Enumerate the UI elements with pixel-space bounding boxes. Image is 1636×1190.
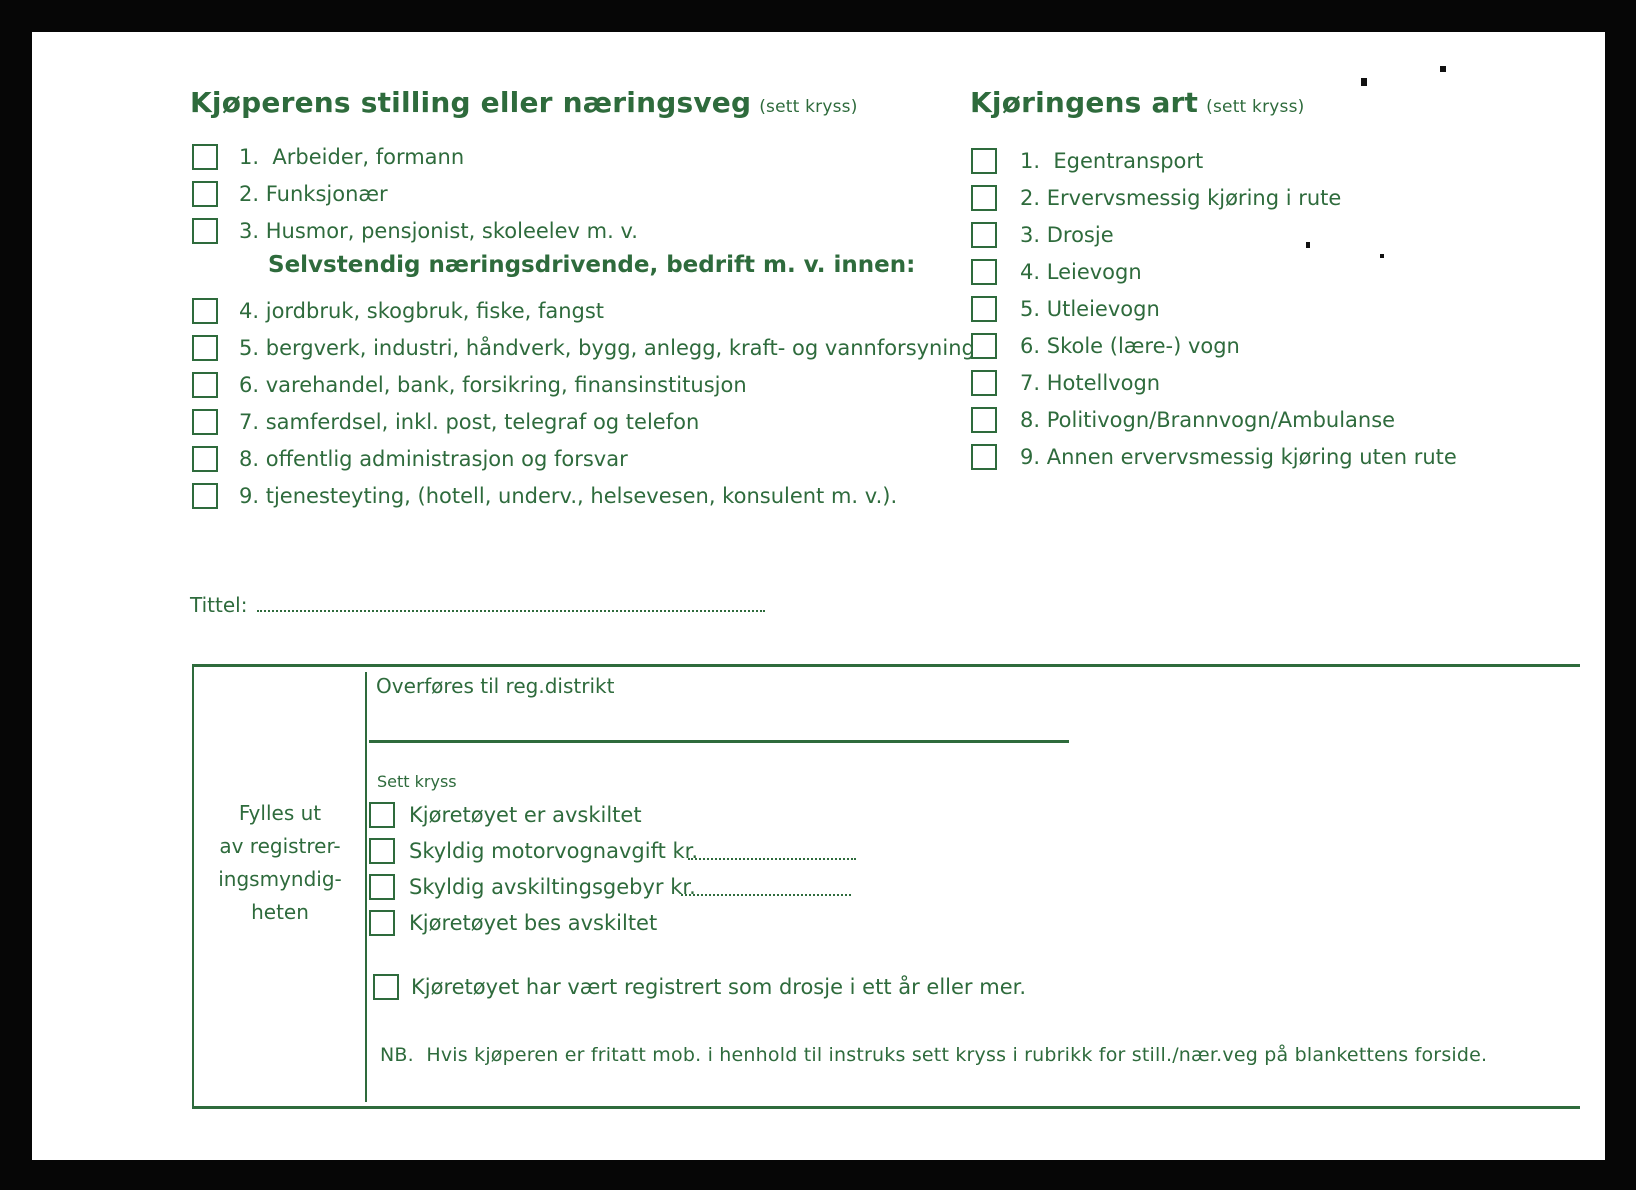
checkbox-request-deregistration[interactable] (369, 910, 395, 936)
side-label-line-3: ingsmyndig- (218, 867, 342, 891)
driving-item-4-num: 4. (1020, 260, 1041, 284)
checkbox-driving-7[interactable] (971, 370, 997, 396)
checkbox-occupation-2[interactable] (192, 181, 218, 207)
box-top-rule (192, 664, 1580, 667)
occupation-item-3 (239, 219, 638, 243)
driving-item-3 (1020, 223, 1114, 247)
driving-item-8-label: Politivogn/Brannvogn/Ambulanse (1046, 408, 1396, 432)
vehicle-tax-amount-input[interactable] (688, 858, 856, 860)
checkbox-driving-8[interactable] (971, 407, 997, 433)
checkbox-deregistered[interactable] (369, 802, 395, 828)
tittel-row (190, 593, 247, 617)
occupation-item-6-num: 6. (239, 373, 260, 397)
ink-speck (1306, 242, 1310, 248)
driving-item-1-num: 1. (1020, 149, 1041, 173)
driving-item-9-label: Annen ervervsmessig kjøring uten rute (1046, 445, 1457, 469)
driving-item-4-label: Leievogn (1046, 260, 1142, 284)
occupation-item-2-num: 2. (239, 182, 260, 206)
driving-item-8-num: 8. (1020, 408, 1041, 432)
check-vehicle-tax-owed-label: Skyldig motorvognavgift kr. (409, 839, 699, 863)
driving-item-9-num: 9. (1020, 445, 1041, 469)
checkbox-occupation-4[interactable] (192, 298, 218, 324)
checkbox-occupation-6[interactable] (192, 372, 218, 398)
checkbox-occupation-9[interactable] (192, 483, 218, 509)
checkbox-occupation-3[interactable] (192, 218, 218, 244)
occupation-item-2 (239, 182, 388, 206)
occupation-item-6-label: varehandel, bank, forsikring, finansinstitusjon (265, 373, 747, 397)
occupation-item-4-num: 4. (239, 299, 260, 323)
check-vehicle-tax-owed (409, 839, 698, 863)
driving-type-title-text: Kjøringens art (970, 86, 1199, 119)
driving-item-2-label: Ervervsmessig kjøring i rute (1046, 186, 1342, 210)
buyer-occupation-title (190, 86, 858, 119)
driving-item-5 (1020, 297, 1160, 321)
driving-item-3-label: Drosje (1046, 223, 1114, 247)
checkbox-driving-2[interactable] (971, 185, 997, 211)
side-label-line-2: av registrer- (219, 834, 341, 858)
occupation-item-5-label: bergverk, industri, håndverk, bygg, anlegg, kraft- og vannforsyning (265, 336, 975, 360)
occupation-item-8 (239, 447, 628, 471)
checkbox-occupation-8[interactable] (192, 446, 218, 472)
driving-item-6-label: Skole (lære-) vogn (1046, 334, 1240, 358)
ink-speck (1380, 254, 1384, 258)
driving-item-2 (1020, 186, 1341, 210)
driving-item-4 (1020, 260, 1142, 284)
checkbox-driving-6[interactable] (971, 333, 997, 359)
box-bottom-rule (192, 1106, 1580, 1109)
occupation-item-5 (239, 336, 975, 360)
transfer-district-input[interactable] (369, 697, 1069, 737)
check-deregistration-fee-owed-label: Skyldig avskiltingsgebyr kr. (409, 875, 696, 899)
nb-text: Hvis kjøperen er fritatt mob. i henhold til instruks sett kryss i rubrikk for still./nær.veg på blankettens forside. (426, 1044, 1488, 1066)
box-left-rule (192, 664, 194, 1108)
driving-item-8 (1020, 408, 1395, 432)
driving-item-6 (1020, 334, 1240, 358)
buyer-occupation-title-text: Kjøperens stilling eller næringsveg (190, 86, 752, 119)
checkbox-driving-1[interactable] (971, 148, 997, 174)
occupation-item-7-num: 7. (239, 410, 260, 434)
check-deregistered-label: Kjøretøyet er avskiltet (409, 803, 642, 827)
checkbox-occupation-5[interactable] (192, 335, 218, 361)
nb-note (380, 1043, 1487, 1067)
driving-type-title-note: (sett kryss) (1206, 97, 1305, 117)
authority-side-label (195, 797, 365, 929)
tittel-label: Tittel: (190, 593, 248, 617)
occupation-item-7-label: samferdsel, inkl. post, telegraf og telefon (265, 410, 700, 434)
occupation-item-2-label: Funksjonær (265, 182, 388, 206)
form-sheet (32, 32, 1605, 1160)
checkbox-driving-5[interactable] (971, 296, 997, 322)
driving-type-title (970, 86, 1304, 119)
occupation-item-7 (239, 410, 699, 434)
sett-kryss-label: Sett kryss (377, 772, 457, 791)
ink-speck (1440, 66, 1446, 72)
buyer-occupation-title-note: (sett kryss) (759, 97, 858, 117)
driving-item-7-label: Hotellvogn (1046, 371, 1161, 395)
deregistration-fee-amount-input[interactable] (681, 894, 851, 896)
driving-item-5-label: Utleievogn (1046, 297, 1160, 321)
check-deregistration-fee-owed (409, 875, 696, 899)
occupation-item-5-num: 5. (239, 336, 260, 360)
checkbox-driving-3[interactable] (971, 222, 997, 248)
occupation-item-1-num: 1. (239, 145, 260, 169)
driving-item-6-num: 6. (1020, 334, 1041, 358)
occupation-item-4-label: jordbruk, skogbruk, fiske, fangst (265, 299, 605, 323)
checkbox-taxi-one-year[interactable] (373, 974, 399, 1000)
occupation-item-4 (239, 299, 604, 323)
occupation-item-3-label: Husmor, pensjonist, skoleelev m. v. (265, 219, 638, 243)
box-divider-rule (365, 672, 367, 1102)
driving-item-1 (1020, 149, 1203, 173)
side-label-line-4: heten (251, 900, 309, 924)
check-taxi-one-year-label: Kjøretøyet har vært registrert som drosje i ett år eller mer. (411, 975, 1026, 999)
ink-speck (1361, 78, 1367, 86)
nb-label: NB. (380, 1044, 414, 1066)
side-label-line-1: Fylles ut (238, 801, 322, 825)
occupation-item-9-label: tjenesteyting, (hotell, underv., helsevesen, konsulent m. v.). (265, 484, 898, 508)
occupation-item-6 (239, 373, 747, 397)
checkbox-driving-9[interactable] (971, 444, 997, 470)
transfer-label: Overføres til reg.distrikt (376, 674, 615, 698)
checkbox-vehicle-tax-owed[interactable] (369, 838, 395, 864)
driving-item-2-num: 2. (1020, 186, 1041, 210)
occupation-item-8-num: 8. (239, 447, 260, 471)
occupation-item-9 (239, 484, 897, 508)
driving-item-1-label: Egentransport (1053, 149, 1204, 173)
tittel-input[interactable] (257, 610, 765, 612)
driving-item-9 (1020, 445, 1457, 469)
driving-item-3-num: 3. (1020, 223, 1041, 247)
driving-item-5-num: 5. (1020, 297, 1041, 321)
transfer-underline (369, 740, 1069, 743)
occupation-item-8-label: offentlig administrasjon og forsvar (265, 447, 628, 471)
checkbox-occupation-1[interactable] (192, 144, 218, 170)
occupation-item-1 (239, 145, 464, 169)
self-employed-subheading: Selvstendig næringsdrivende, bedrift m. v. innen: (268, 252, 916, 278)
check-request-deregistration-label: Kjøretøyet bes avskiltet (409, 911, 658, 935)
occupation-item-1-label: Arbeider, formann (272, 145, 465, 169)
checkbox-occupation-7[interactable] (192, 409, 218, 435)
occupation-item-3-num: 3. (239, 219, 260, 243)
occupation-item-9-num: 9. (239, 484, 260, 508)
checkbox-deregistration-fee-owed[interactable] (369, 874, 395, 900)
checkbox-driving-4[interactable] (971, 259, 997, 285)
driving-item-7 (1020, 371, 1160, 395)
driving-item-7-num: 7. (1020, 371, 1041, 395)
